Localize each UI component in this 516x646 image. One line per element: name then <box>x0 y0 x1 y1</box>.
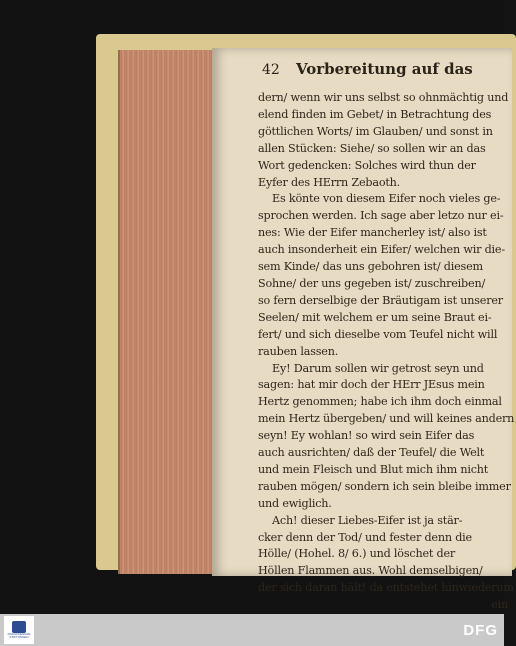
text-line: auch ausrichten/ daß der Teufel/ die Welt <box>258 446 485 460</box>
text-line: Eyfer des HErrn Zebaoth. <box>258 175 401 189</box>
text-line: Hölle/ (Hohel. 8/ 6.) und löschet der <box>258 547 456 561</box>
text-line: sagen: hat mir doch der HErr JEsus mein <box>258 378 485 392</box>
catchword: ein <box>491 598 508 612</box>
text-line: Ey! Darum sollen wir getrost seyn und <box>272 361 484 375</box>
text-line: rauben lassen. <box>258 344 339 358</box>
text-line: Ach! dieser Liebes-Eifer ist ja stär- <box>272 513 463 527</box>
text-line: nes: Wie der Eifer mancherley ist/ also ist <box>258 226 487 240</box>
body-text <box>258 90 515 612</box>
text-line: dern/ wenn wir uns selbst so ohnmächtig und <box>258 91 509 104</box>
text-line: sem Kinde/ das uns gebohren ist/ diesem <box>258 260 483 274</box>
text-line: Wort gedencken: Solches wird thun der <box>258 158 476 172</box>
page-edges <box>118 50 216 574</box>
institution-logo[interactable] <box>4 616 34 644</box>
text-line: rauben mögen/ sondern ich sein bleibe immer <box>258 479 511 493</box>
running-head: Vorbereitung auf das <box>296 60 473 78</box>
text-line: mein Hertz übergeben/ und will keines andern <box>258 412 515 426</box>
text-line: Höllen Flammen aus. Wohl demselbigen/ <box>258 564 483 578</box>
text-line: und ewiglich. <box>258 496 332 510</box>
text-line: Seelen/ mit welchem er um seine Braut ei- <box>258 310 492 324</box>
text-line: und mein Fleisch und Blut mich ihm nicht <box>258 462 489 476</box>
text-line: der sich daran hält! da entstehet hinwiederum <box>258 581 514 595</box>
viewer-footer <box>0 614 504 646</box>
text-line: allen Stücken: Siehe/ so sollen wir an das <box>258 141 486 155</box>
dfg-logo[interactable]: DFG <box>463 622 498 639</box>
text-line: Es könte von diesem Eifer noch vieles ge- <box>272 192 501 206</box>
text-line: seyn! Ey wohlan! so wird sein Eifer das <box>258 429 475 443</box>
text-line: elend finden im Gebet/ in Betrachtung des <box>258 107 492 121</box>
page-number: 42 <box>262 62 280 78</box>
text-line: auch insonderheit ein Eifer/ welchen wir die- <box>258 243 505 257</box>
text-line: fert/ und sich dieselbe vom Teufel nicht will <box>258 327 498 341</box>
book-page <box>212 48 515 612</box>
text-line: so fern derselbige der Bräutigam ist unserer <box>258 293 503 307</box>
text-line: sprochen werden. Ich sage aber letzo nur ei- <box>258 209 504 223</box>
text-line: Hertz genommen; habe ich ihm doch einmal <box>258 395 502 409</box>
text-line: göttlichen Worts/ im Glauben/ und sonst in <box>258 124 493 138</box>
text-line: Sohne/ der uns gegeben ist/ zuschreiben/ <box>258 276 486 290</box>
logo-icon <box>12 621 26 633</box>
text-line: cker denn der Tod/ und fester denn die <box>258 530 472 544</box>
logo-text: FRANCKESCHE STIFTUNGEN <box>7 631 31 639</box>
page-header <box>262 60 512 84</box>
